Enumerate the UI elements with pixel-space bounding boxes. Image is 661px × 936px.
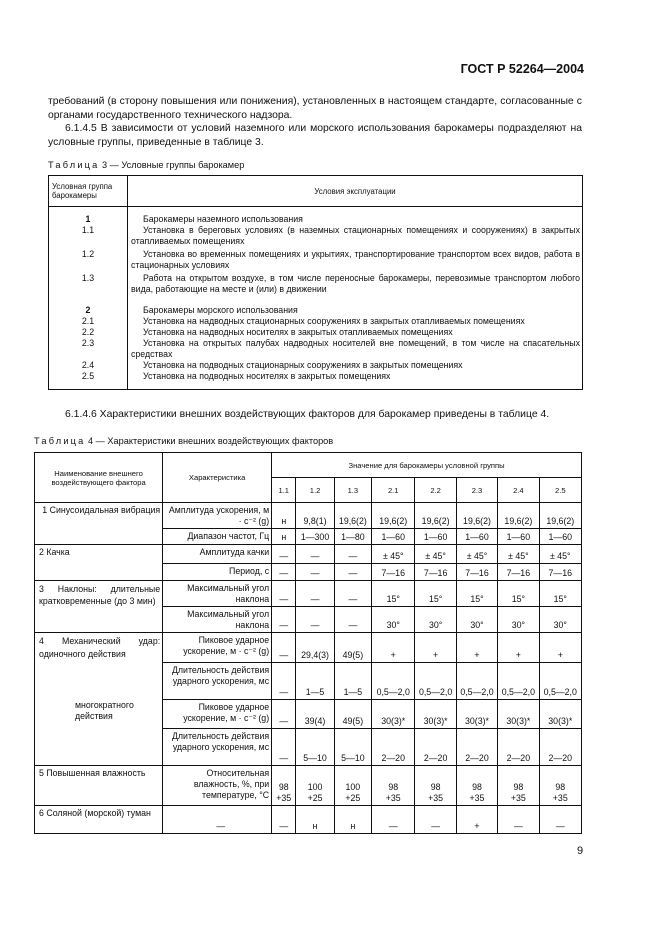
value-cell: 98 +35	[539, 766, 581, 806]
table-4	[34, 452, 582, 834]
value-cell: +	[456, 633, 497, 663]
characteristic: Период, с	[163, 564, 272, 581]
factor-shock-multiple: многократного действия	[35, 700, 163, 766]
value-cell: —	[272, 581, 296, 607]
value-cell: 30°	[539, 607, 581, 633]
table4-group-header: 1.1	[272, 478, 296, 503]
value-cell: н	[334, 806, 371, 834]
value-cell: 2—20	[372, 729, 415, 766]
value-cell: 2—20	[456, 729, 497, 766]
value-cell: +	[372, 633, 415, 663]
value-cell: 2—20	[539, 729, 581, 766]
value-cell: 2—20	[415, 729, 456, 766]
table3-caption	[48, 160, 244, 170]
value-cell: ± 45°	[372, 545, 415, 564]
value-cell: —	[334, 607, 371, 633]
table4-group-header: 1.3	[334, 478, 371, 503]
value-cell: 7—16	[498, 564, 539, 581]
value-cell: —	[272, 607, 296, 633]
value-cell: 0,5—2,0	[456, 663, 497, 700]
table3-header-conditions: Условия эксплуатации	[128, 176, 583, 207]
characteristic: Амплитуда качки	[163, 545, 272, 564]
table3-conditions: Барокамеры морского использования	[128, 295, 583, 316]
table4-group-header: 2.3	[456, 478, 497, 503]
value-cell: 19,6(2)	[372, 503, 415, 529]
value-cell: 19,6(2)	[334, 503, 371, 529]
value-cell: н	[296, 806, 334, 834]
value-cell: —	[296, 581, 334, 607]
value-cell: 98 +35	[272, 766, 296, 806]
factor-vibration: 1 Синусоидальная вибрация	[35, 503, 163, 545]
value-cell: 30°	[498, 607, 539, 633]
characteristic: Диапазон частот, Гц	[163, 529, 272, 545]
table3-group: 2.4	[49, 360, 128, 371]
value-cell: 0,5—2,0	[372, 663, 415, 700]
value-cell: 1—60	[415, 529, 456, 545]
table3-conditions: Установка во временных помещениях и укрытиях, транспортирование транспортом всех видов, работа в стационарных условиях	[128, 247, 583, 271]
characteristic: Амплитуда ускорения, м · с⁻² (g)	[163, 503, 272, 529]
table3-header-group: Условная группа барокамеры	[49, 176, 128, 207]
paragraph-6-1-4-5: 6.1.4.5 В зависимости от условий наземного или морского использования барокамеры подразделяют на условные группы, приведенные в таблице 3.	[48, 123, 582, 148]
value-cell: 39(4)	[296, 700, 334, 729]
value-cell: —	[272, 663, 296, 700]
value-cell: 19,6(2)	[415, 503, 456, 529]
value-cell: 30(3)*	[415, 700, 456, 729]
table3-caption-text: 3 — Условные группы барокамер	[102, 160, 245, 170]
table4-caption	[34, 436, 333, 446]
value-cell: 5—10	[334, 729, 371, 766]
value-cell: +	[498, 633, 539, 663]
table4-group-header: 2.2	[415, 478, 456, 503]
value-cell: 30(3)*	[539, 700, 581, 729]
value-cell: +	[539, 633, 581, 663]
table4-caption-text: 4 — Характеристики внешних воздействующих факторов	[88, 436, 334, 446]
value-cell: —	[296, 564, 334, 581]
table4-group-header: 2.5	[539, 478, 581, 503]
value-cell: 5—10	[296, 729, 334, 766]
value-cell: —	[372, 806, 415, 834]
table3-group: 1.1	[49, 225, 128, 247]
value-cell: 30°	[415, 607, 456, 633]
factor-tilt: 3 Наклоны: длительные кратковременные (до 3 мин)	[35, 581, 163, 633]
value-cell: —	[296, 545, 334, 564]
value-cell: 15°	[415, 581, 456, 607]
value-cell: —	[272, 806, 296, 834]
value-cell: 15°	[498, 581, 539, 607]
table4-group-header: 1.2	[296, 478, 334, 503]
value-cell: 15°	[539, 581, 581, 607]
table3-group: 2.2	[49, 327, 128, 338]
paragraph-6-1-4-6: 6.1.4.6 Характеристики внешних воздействующих факторов для барокамер приведены в таблице 4.	[65, 409, 550, 420]
value-cell: 30°	[456, 607, 497, 633]
value-cell: —	[272, 564, 296, 581]
value-cell: 98 +35	[498, 766, 539, 806]
paragraph-continuation: требований (в сторону повышения или понижения), установленных в настоящем стандарте, согласованные с органами государственного технического надзора.	[48, 96, 582, 121]
table3-group: 2.5	[49, 371, 128, 390]
table3-group: 2.1	[49, 316, 128, 327]
characteristic: Длительность действия ударного ускорения, мс	[163, 663, 272, 700]
value-cell: 98 +35	[372, 766, 415, 806]
value-cell: 100 +25	[296, 766, 334, 806]
value-cell: —	[296, 607, 334, 633]
value-cell: 0,5—2,0	[498, 663, 539, 700]
table4-caption-prefix: Таблица	[34, 436, 86, 446]
value-cell: 30(3)*	[372, 700, 415, 729]
table3-conditions: Установка в береговых условиях (в наземных стационарных помещениях и сооружениях) в закрытых отапливаемых помещениях	[128, 225, 583, 247]
table3-caption-prefix: Таблица	[48, 160, 100, 170]
characteristic: Пиковое ударное ускорение, м · с⁻² (g)	[163, 633, 272, 663]
characteristic: Максимальный угол наклона	[163, 607, 272, 633]
factor-shock-single: 4 Механический удар: одиночного действия	[35, 633, 163, 700]
value-cell: 15°	[456, 581, 497, 607]
value-cell: ± 45°	[456, 545, 497, 564]
factor-rolling: 2 Качка	[35, 545, 163, 581]
value-cell: 19,6(2)	[539, 503, 581, 529]
value-cell: 30(3)*	[498, 700, 539, 729]
value-cell: —	[272, 545, 296, 564]
table3-conditions: Работа на открытом воздухе, в том числе переносные барокамеры, перевозимые транспортом любого вида, работающие на месте и (или) в движении	[128, 271, 583, 295]
table3-conditions: Установка на подводных носителях в закрытых помещениях	[128, 371, 583, 390]
table3-conditions: Установка на надводных стационарных сооружениях в закрытых отапливаемых помещениях	[128, 316, 583, 327]
document-header: ГОСТ Р 52264—2004	[460, 62, 584, 76]
table3-group: 2	[49, 295, 128, 316]
value-cell: 1—60	[539, 529, 581, 545]
value-cell: 7—16	[456, 564, 497, 581]
table3-conditions: Установка на подводных стационарных сооружениях в закрытых помещениях	[128, 360, 583, 371]
value-cell: +	[456, 806, 497, 834]
value-cell: —	[415, 806, 456, 834]
value-cell: 0,5—2,0	[415, 663, 456, 700]
value-cell: —	[498, 806, 539, 834]
table3-conditions: Установка на надводных носителях в закрытых отапливаемых помещениях	[128, 327, 583, 338]
value-cell: 19,6(2)	[498, 503, 539, 529]
value-cell: ± 45°	[415, 545, 456, 564]
value-cell: 30(3)*	[456, 700, 497, 729]
table3-group: 1	[49, 207, 128, 226]
value-cell: +	[415, 633, 456, 663]
value-cell: —	[334, 581, 371, 607]
characteristic: Максимальный угол наклона	[163, 581, 272, 607]
characteristic: Пиковое ударное ускорение, м · с⁻² (g)	[163, 700, 272, 729]
value-cell: —	[272, 633, 296, 663]
characteristic: Относительная влажность, %, при температуре, °С	[163, 766, 272, 806]
value-cell: 7—16	[415, 564, 456, 581]
value-cell: 49(5)	[334, 700, 371, 729]
table3-conditions: Барокамеры наземного использования	[128, 207, 583, 226]
value-cell: 0,5—2,0	[539, 663, 581, 700]
table3-group: 2.3	[49, 338, 128, 360]
value-cell: 7—16	[372, 564, 415, 581]
value-cell: 9,8(1)	[296, 503, 334, 529]
table4-group-header: 2.4	[498, 478, 539, 503]
value-cell: 1—5	[334, 663, 371, 700]
value-cell: —	[334, 545, 371, 564]
value-cell: 100 +25	[334, 766, 371, 806]
table4-header-values: Значение для барокамеры условной группы	[272, 453, 582, 478]
table3-group: 1.2	[49, 247, 128, 271]
factor-humidity: 5 Повышенная влажность	[35, 766, 163, 806]
value-cell: 19,6(2)	[456, 503, 497, 529]
value-cell: 98 +35	[456, 766, 497, 806]
characteristic: —	[163, 806, 272, 834]
page-number: 9	[577, 845, 584, 857]
value-cell: —	[539, 806, 581, 834]
value-cell: 1—60	[456, 529, 497, 545]
value-cell: н	[272, 529, 296, 545]
value-cell: 1—60	[498, 529, 539, 545]
table4-header-factor: Наименование внешнего воздействующего фактора	[35, 453, 163, 503]
table4-header-characteristic: Характеристика	[163, 453, 272, 503]
table-3	[48, 175, 583, 390]
value-cell: 1—80	[334, 529, 371, 545]
value-cell: —	[272, 700, 296, 729]
value-cell: 1—60	[372, 529, 415, 545]
value-cell: 49(5)	[334, 633, 371, 663]
value-cell: ± 45°	[539, 545, 581, 564]
value-cell: н	[272, 503, 296, 529]
value-cell: ± 45°	[498, 545, 539, 564]
characteristic: Длительность действия ударного ускорения, мс	[163, 729, 272, 766]
value-cell: 30°	[372, 607, 415, 633]
value-cell: —	[334, 564, 371, 581]
value-cell: 98 +35	[415, 766, 456, 806]
table3-group: 1.3	[49, 271, 128, 295]
value-cell: 2—20	[498, 729, 539, 766]
value-cell: 1—300	[296, 529, 334, 545]
table4-group-header: 2.1	[372, 478, 415, 503]
value-cell: —	[272, 729, 296, 766]
value-cell: 15°	[372, 581, 415, 607]
value-cell: 1—5	[296, 663, 334, 700]
value-cell: 7—16	[539, 564, 581, 581]
factor-salt-fog: 6 Соляной (морской) туман	[35, 806, 163, 834]
value-cell: 29,4(3)	[296, 633, 334, 663]
table3-conditions: Установка на открытых палубах надводных носителей вне помещений, в том числе на спасательных средствах	[128, 338, 583, 360]
